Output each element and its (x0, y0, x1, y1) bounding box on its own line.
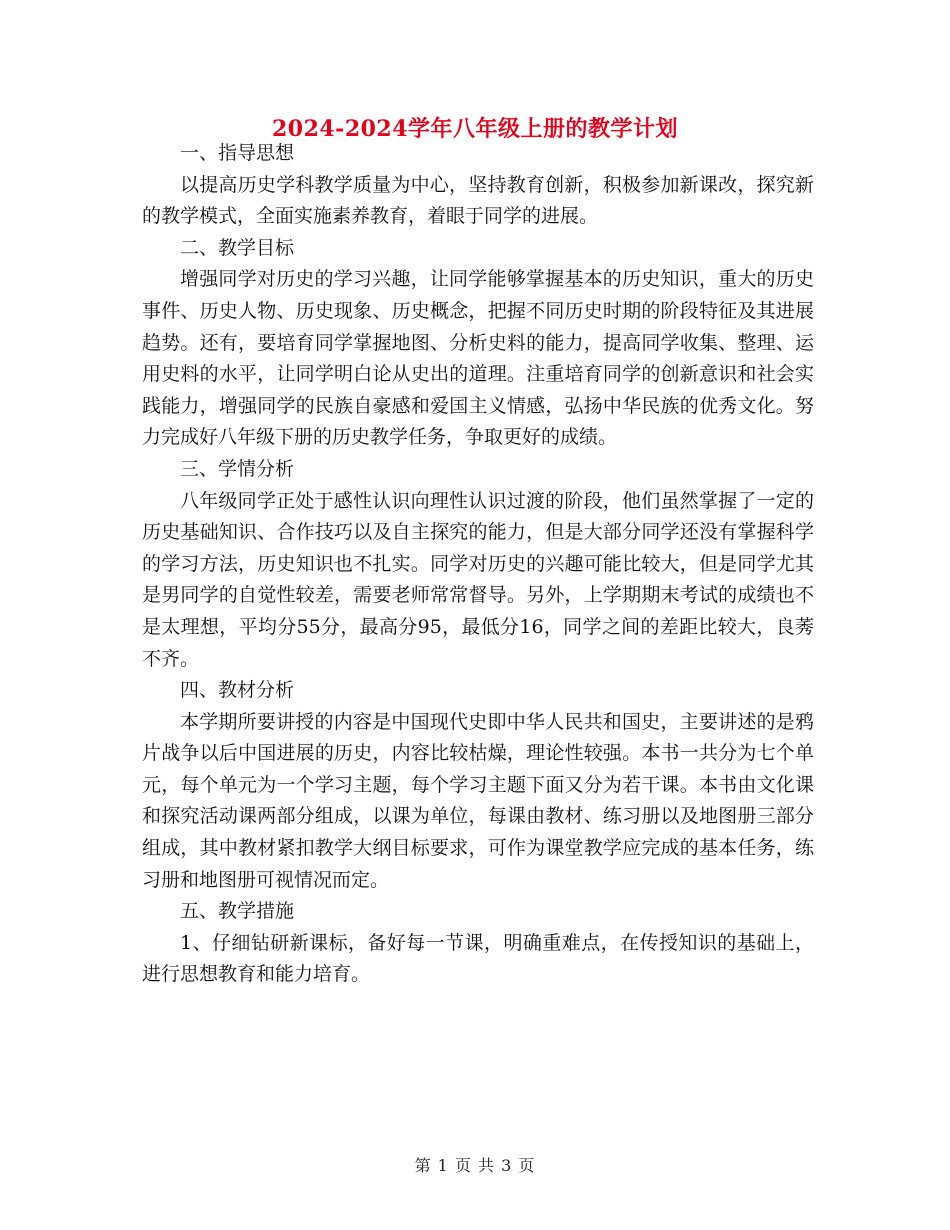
paragraph-teaching-measures: 1、仔细钻研新课标，备好每一节课，明确重难点，在传授知识的基础上，进行思想教育和能力培育。 (142, 931, 814, 986)
paragraph-guiding-ideology: 以提高历史学科教学质量为中心，坚持教育创新，积极参加新课改，探究新 的教学模式，全面实施素养教育，着眼于同学的进展。 (142, 173, 814, 228)
paragraph-teaching-goals: 增强同学对历史的学习兴趣，让同学能够掌握基本的历史知识，重大的历史事件、历史人物、历史现象、历史概念，把握不同历史时期的阶段特征及其进展趋势。还有，要培育同学掌握地图、分析史料的能力，提高同学收集、整理、运用史料的水平，让同学明白论从史出的道理。注重培育同学的创新意识和社会实践能力，增强同学的民族自豪感和爱国主义情感，弘扬中华民族的优秀文化。努力完成好八年级下册的历史教学任务，争取更好的成绩。 (142, 268, 814, 449)
section-heading-textbook-analysis: 四、教材分析 (180, 679, 295, 702)
page-number-footer: 第 1 页 共 3 页 (414, 1156, 536, 1175)
section-heading-guiding-ideology: 一、指导思想 (180, 142, 295, 164)
section-heading-student-analysis: 三、学情分析 (180, 457, 295, 480)
section-heading-teaching-goals: 二、教学目标 (180, 236, 295, 259)
section-heading-teaching-measures: 五、教学措施 (180, 900, 295, 923)
document-title: 2024-2024学年八年级上册的教学计划 (271, 116, 679, 142)
paragraph-textbook-analysis: 本学期所要讲授的内容是中国现代史即中华人民共和国史，主要讲述的是鸦片战争以后中国进展的历史，内容比较枯燥，理论性较强。本书一共分为七个单元，每个单元为一个学习主题，每个学习主题下面又分为若干课。本书由文化课和探究活动课两部分组成，以课为单位，每课由教材、练习册以及地图册三部分组成，其中教材紧扣教学大纲目标要求，可作为课堂教学应完成的基本任务，练习册和地图册可视情况而定。 (142, 710, 814, 891)
document-body (142, 138, 814, 991)
paragraph-student-analysis: 八年级同学正处于感性认识向理性认识过渡的阶段，他们虽然掌握了一定的历史基础知识、合作技巧以及自主探究的能力，但是大部分同学还没有掌握科学的学习方法，历史知识也不扎实。同学对历史的兴趣可能比较大，但是同学尤其是男同学的自觉性较差，需要老师常常督导。另外，上学期期末考试的成绩也不是太理想，平均分55分，最高分95，最低分16，同学之间的差距比较大，良莠不齐。 (142, 489, 814, 670)
